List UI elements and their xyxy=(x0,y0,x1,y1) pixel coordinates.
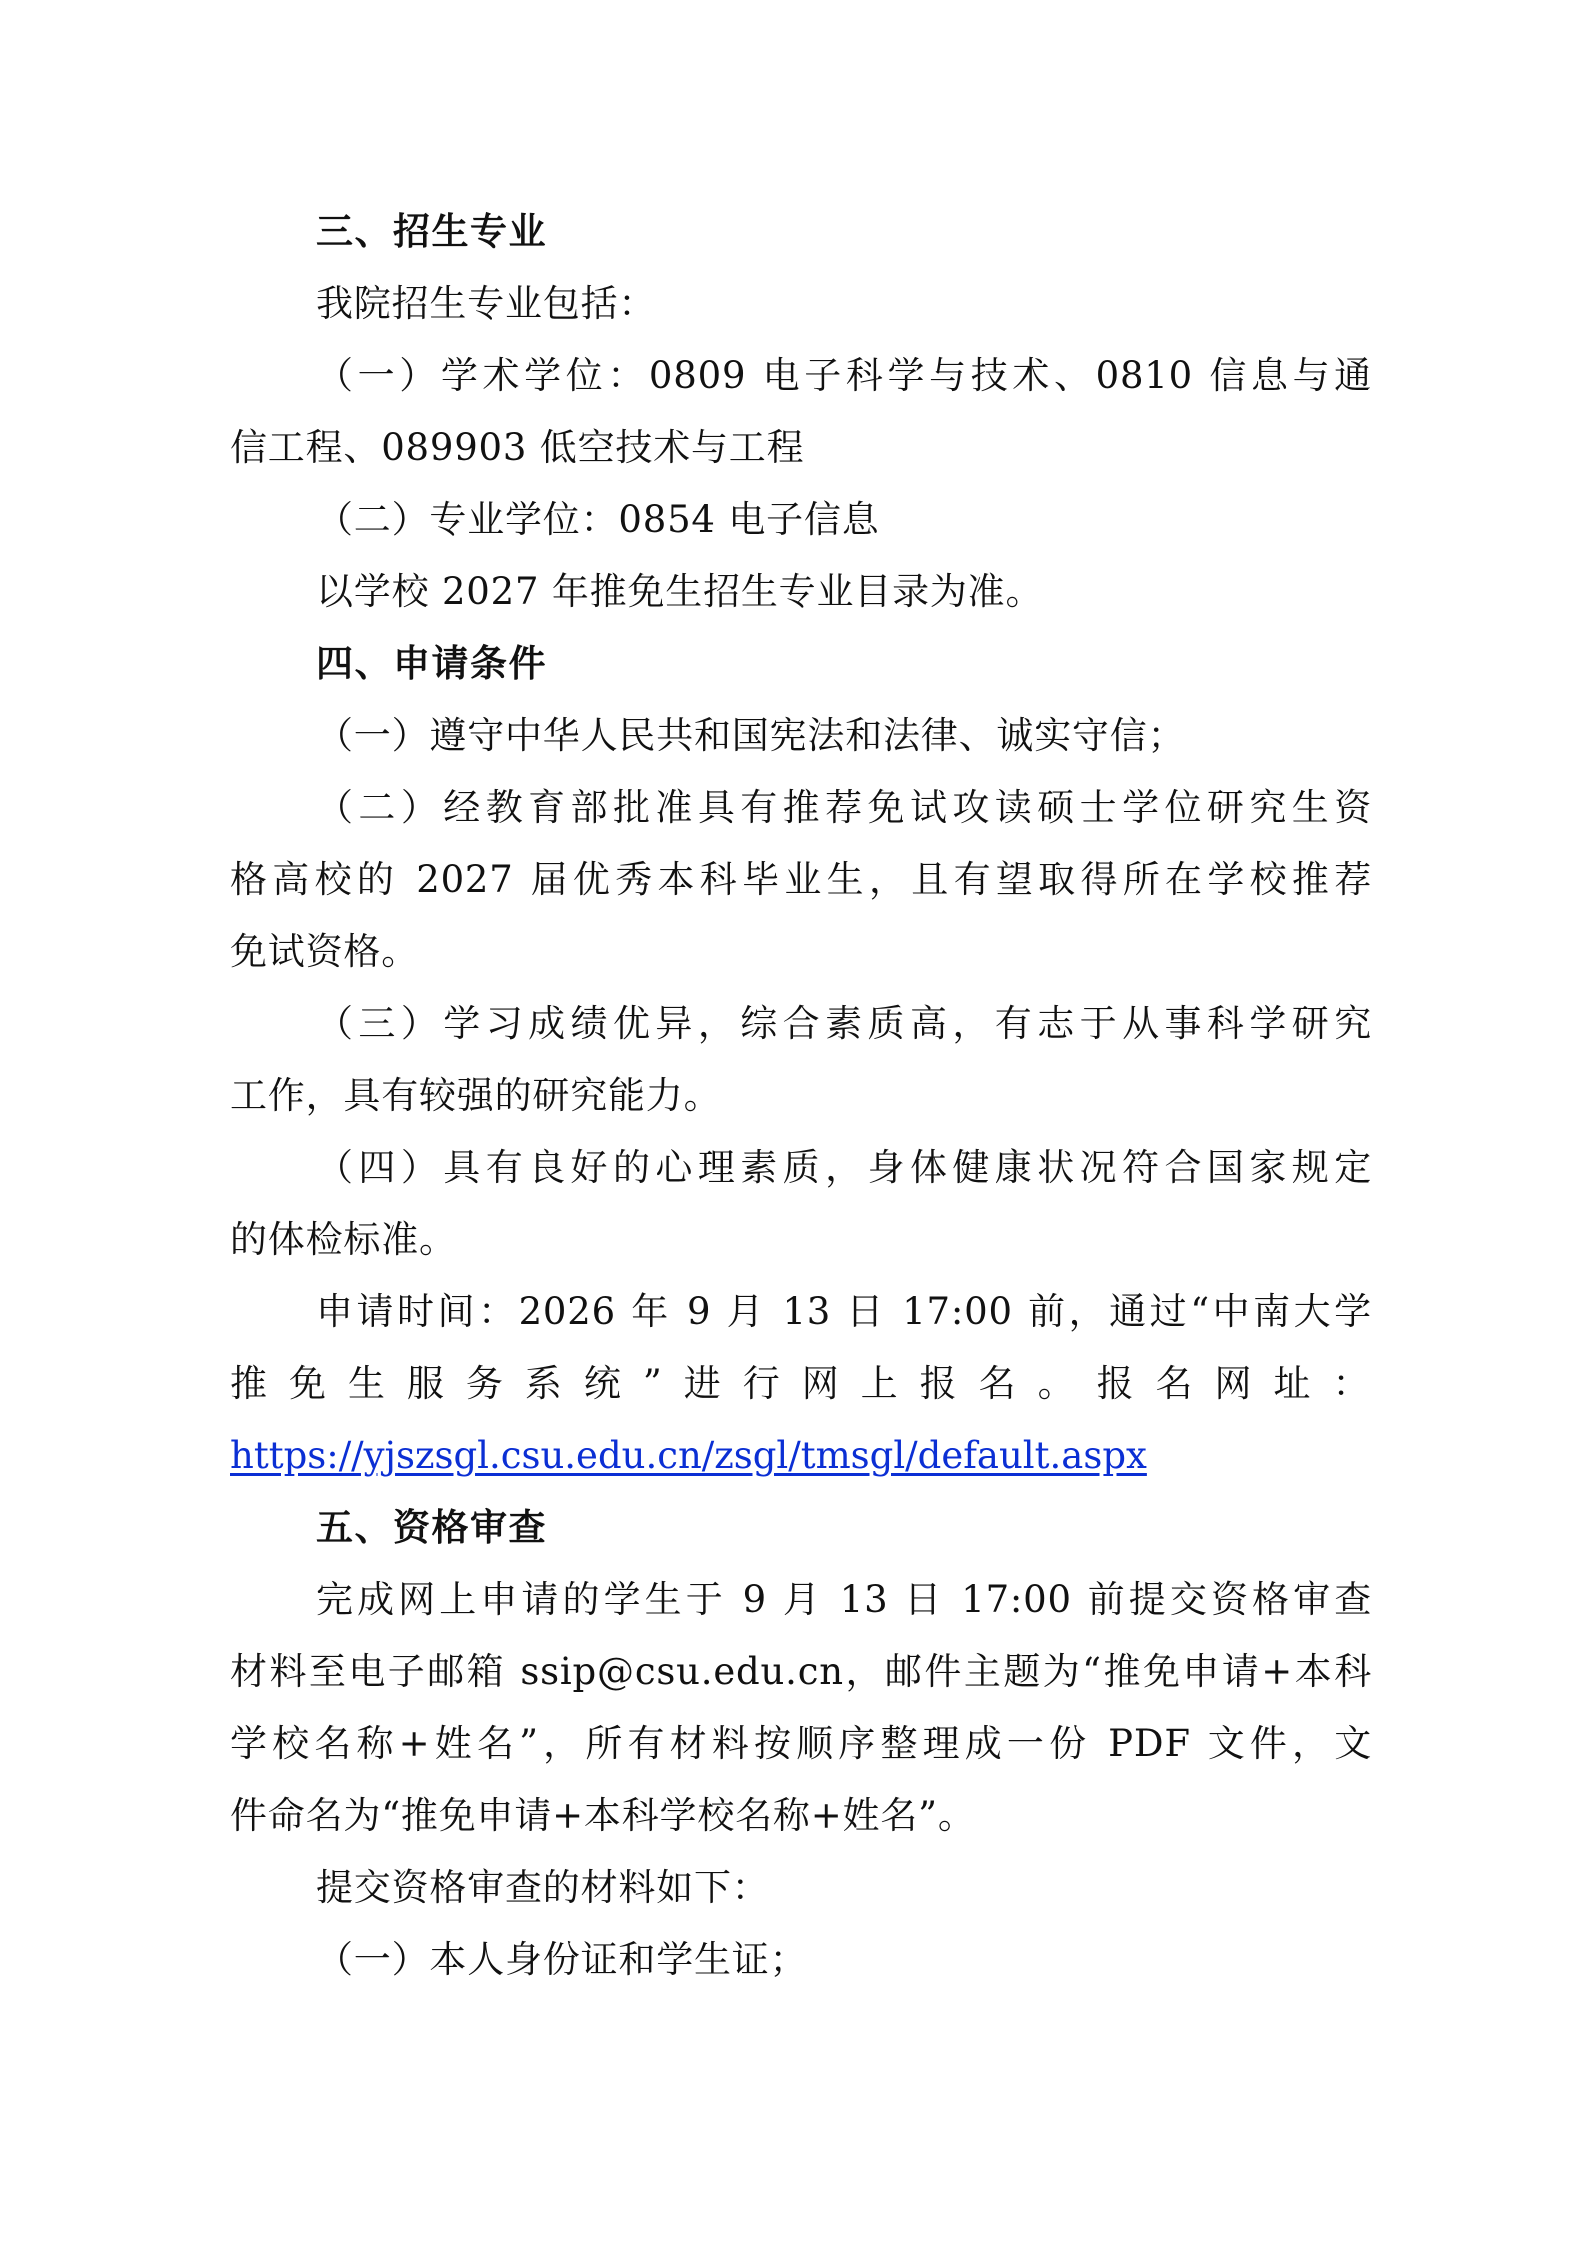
paragraph-line: 学校名称+姓名”，所有材料按顺序整理成一份 PDF 文件，文 xyxy=(230,1722,1372,1765)
paragraph-line: （三）学习成绩优异，综合素质高，有志于从事科学研究 xyxy=(316,1002,1372,1045)
paragraph-line: 的体检标准。 xyxy=(230,1218,457,1261)
paragraph-line: （二）专业学位：0854 电子信息 xyxy=(316,498,880,541)
paragraph-line: （一）本人身份证和学生证； xyxy=(316,1938,808,1981)
section-heading-conditions: 四、申请条件 xyxy=(316,642,547,685)
application-link-line xyxy=(230,1420,1372,1492)
paragraph-line: （二）经教育部批准具有推荐免试攻读硕士学位研究生资 xyxy=(316,786,1372,829)
paragraph-line: （四）具有良好的心理素质，身体健康状况符合国家规定 xyxy=(316,1146,1372,1189)
paragraph-line: 以学校 2027 年推免生招生专业目录为准。 xyxy=(316,570,1044,613)
paragraph-line: 提交资格审查的材料如下： xyxy=(316,1866,770,1909)
document-body xyxy=(230,196,1372,1996)
paragraph-line: 推免生服务系统”进行网上报名。报名网址： xyxy=(230,1362,1372,1405)
paragraph-line: （一）学术学位：0809 电子科学与技术、0810 信息与通 xyxy=(316,354,1372,397)
paragraph-line: 信工程、089903 低空技术与工程 xyxy=(230,426,805,469)
paragraph-line: 我院招生专业包括： xyxy=(316,282,657,325)
section-heading-majors: 三、招生专业 xyxy=(316,210,547,253)
paragraph-line: 工作，具有较强的研究能力。 xyxy=(230,1074,722,1117)
paragraph-line: 申请时间：2026 年 9 月 13 日 17:00 前，通过“中南大学 xyxy=(316,1290,1372,1333)
paragraph-line: 格高校的 2027 届优秀本科毕业生，且有望取得所在学校推荐 xyxy=(230,858,1372,901)
application-url-link[interactable]: https://yjszsgl.csu.edu.cn/zsgl/tmsgl/default.aspx xyxy=(230,1434,1147,1477)
paragraph-line: 件命名为“推免申请+本科学校名称+姓名”。 xyxy=(230,1794,976,1837)
paragraph-line: 完成网上申请的学生于 9 月 13 日 17:00 前提交资格审查 xyxy=(316,1578,1372,1621)
paragraph-line: 材料至电子邮箱 ssip@csu.edu.cn，邮件主题为“推免申请+本科 xyxy=(230,1650,1372,1693)
paragraph-line: 免试资格。 xyxy=(230,930,419,973)
section-heading-review: 五、资格审查 xyxy=(316,1506,547,1549)
paragraph-line: （一）遵守中华人民共和国宪法和法律、诚实守信； xyxy=(316,714,1186,757)
